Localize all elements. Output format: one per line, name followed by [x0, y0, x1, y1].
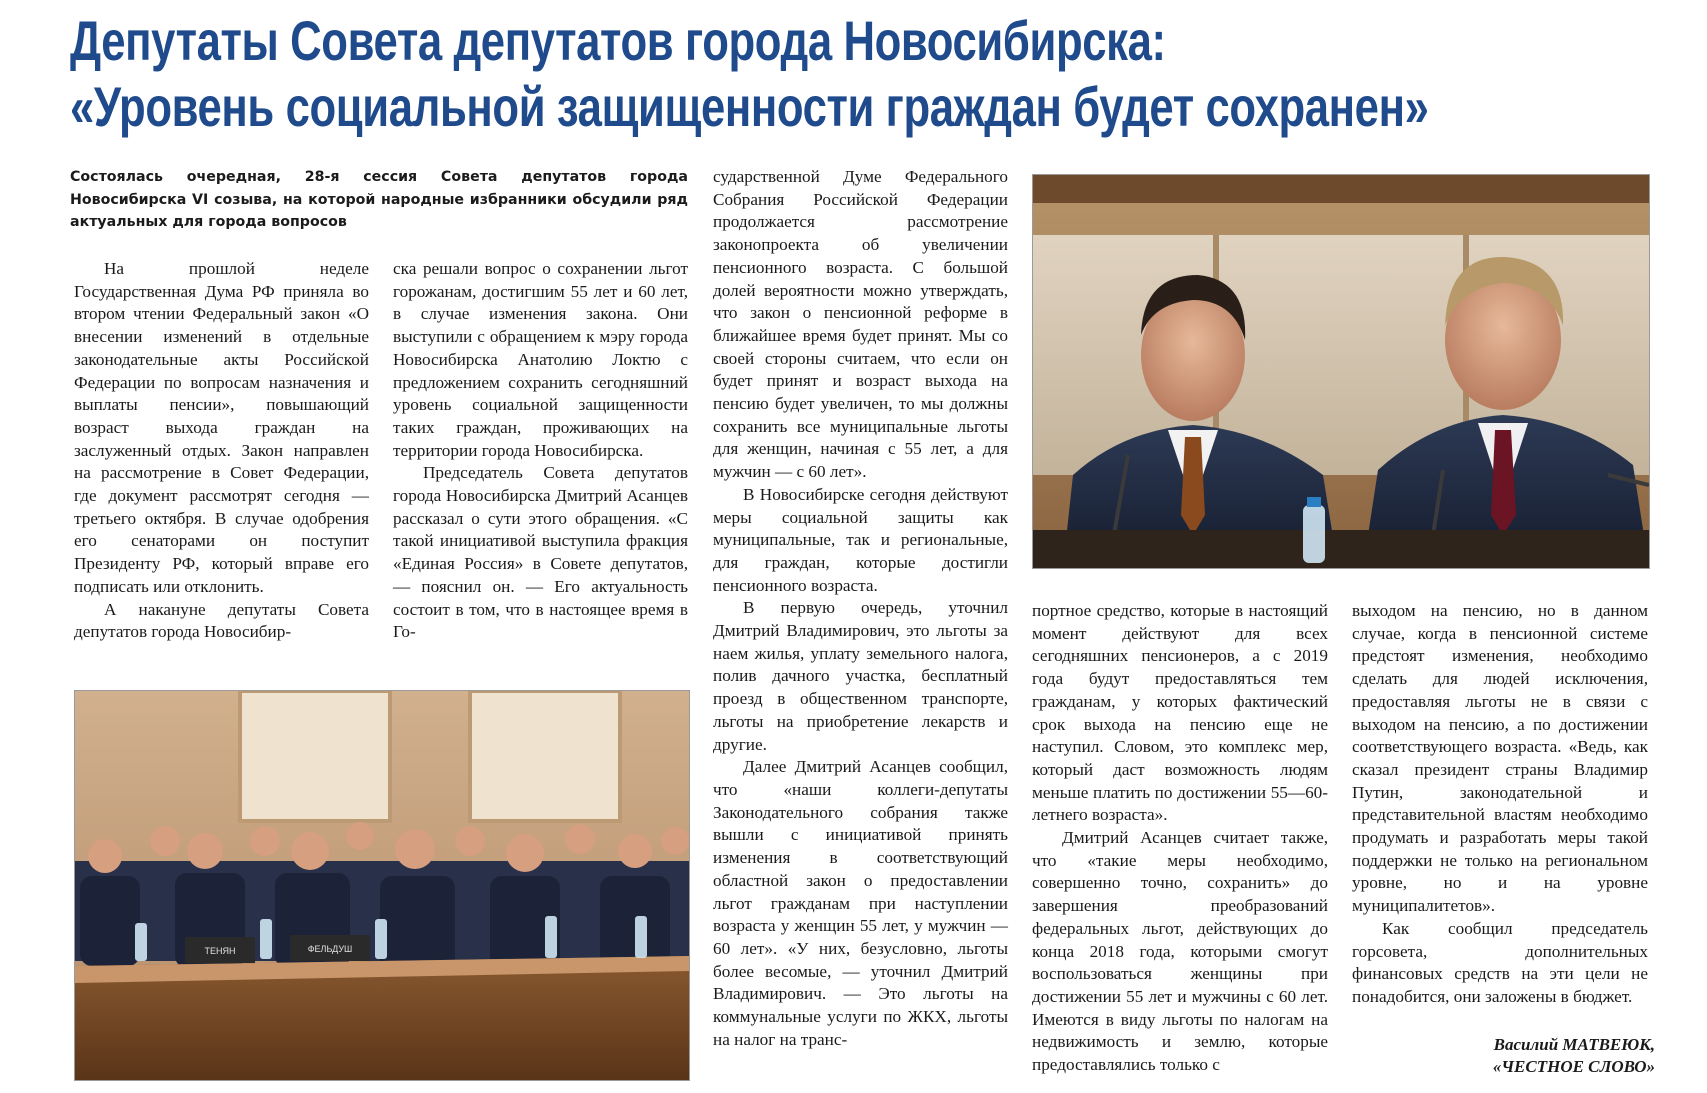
- article-column-4: [1032, 600, 1328, 1077]
- paragraph: Дмитрий Асанцев считает также, что «такие меры необходимо, совершенно точно, сохранить» до завершения преобразований федеральных льгот, действующих до конца 2018 года, которыми смогут воспользоваться женщины при достижении 55 лет и мужчины с 60 лет. Имеются в виду льготы по налогам на недвижимость и землю, которые предоставлялись только с: [1032, 828, 1328, 1075]
- headline-line-1: Депутаты Совета депутатов города Новосибирска:: [70, 9, 1166, 72]
- lead-paragraph: Состоялась очередная, 28-я сессия Совета депутатов города Новосибирска VI созыва, на которой народные избранники обсудили ряд актуальных для города вопросов: [70, 169, 688, 230]
- byline-author: Василий МАТВЕЮК,: [1493, 1035, 1655, 1054]
- photo-speakers: [1032, 174, 1650, 569]
- photo-speakers-image: [1033, 175, 1649, 568]
- paragraph: На прошлой неделе Государственная Дума РФ приняла во втором чтении Федеральный закон «О внесении изменений в отдельные законодательные акты Российской Федерации по вопросам назначения и выплаты пенсии», повышающий возраст выхода граждан на заслуженный отдых. Закон направлен на рассмотрение в Совет Федерации, где документ рассмотрят сегодня — третьего октября. В случае одобрения его сенаторами он поступит Президенту РФ, который вправе его подписать или отклонить.: [74, 259, 369, 596]
- paragraph: выходом на пенсию, но в данном случае, когда в пенсионной системе предстоят изменения, необходимо сделать для людей исключения, предоставляя льготы не в связи с выходом на пенсию, а по достижении соответствующего возраста. «Ведь, как сказал президент страны Владимир Путин, законодательной и представительной властям необходимо продумать и разработать меры такой поддержки не только на региональном уровне, но и на уровне муниципалитетов».: [1352, 601, 1648, 916]
- headline-line-2: «Уровень социальной защищенности граждан будет сохранен»: [70, 75, 1429, 138]
- paragraph: ска решали вопрос о сохранении льгот горожанам, достигшим 55 лет и 60 лет, в случае изменения закона. Они выступили с обращением к мэру города Новосибирска Анатолию Локтю с предложением сохранить сегодняшний уровень социальной защищенности таких граждан, проживающих на территории города Новосибирска.: [393, 259, 688, 460]
- byline: [1493, 1034, 1655, 1078]
- paragraph: сударственной Думе Федерального Собрания Российской Федерации продолжается рассмотрение законопроекта об увеличении пенсионного возраста. С большой долей вероятности можно утверждать, что закон о пенсионной реформе в ближайшее время будет принят. Мы со своей стороны считаем, что если он будет принят и возраст выхода на пенсию будет увеличен, то мы должны сохранить все муниципальные льготы для женщин, начиная с 55 лет, а для мужчин — с 60 лет».: [713, 167, 1008, 482]
- headline: [70, 8, 1429, 140]
- paragraph: А накануне депутаты Совета депутатов города Новосибир-: [74, 599, 369, 642]
- paragraph: Председатель Совета депутатов города Новосибирска Дмитрий Асанцев рассказал о сути этого обращения. «С такой инициативой выступила фракция «Единая Россия» в Совете депутатов, — пояснил он. — Его актуальность состоит в том, что в настоящее время в Го-: [393, 463, 688, 642]
- paragraph: В Новосибирске сегодня действуют меры социальной защиты как муниципальные, так и региональные, для граждан, которые достигли пенсионного возраста.: [713, 484, 1008, 595]
- paragraph: портное средство, которые в настоящий момент действуют для всех сегодняшних пенсионеров, а с 2019 года будут предоставляться тем гражданам, у которых фактический срок выхода на пенсию еще не наступил. Словом, это комплекс мер, который даст возможность людям меньше платить по достижении 55—60-летнего возраста».: [1032, 601, 1328, 825]
- byline-outlet: «ЧЕСТНОЕ СЛОВО»: [1492, 1057, 1655, 1076]
- paragraph: Как сообщил председатель горсовета, дополнительных финансовых средств на эти цели не понадобится, они заложены в бюджет.: [1352, 918, 1648, 1006]
- paragraph: Далее Дмитрий Асанцев сообщил, что «наши коллеги-депутаты Законодательного собрания также вышли с инициативой принять изменения в соответствующий областной закон о предоставлении льгот гражданам при наступлении возраста у женщин 55 лет, у мужчин — 60 лет». «У них, безусловно, льготы более весомые, — уточнил Дмитрий Владимирович. — Это льготы на коммунальные услуги по ЖКХ, льготы на налог на транс-: [713, 757, 1008, 1049]
- photo-session-hall-image: [75, 691, 689, 1080]
- article-column-5: [1352, 600, 1648, 1009]
- nameplate-1: ТЕНЯН: [204, 946, 236, 956]
- paragraph: В первую очередь, уточнил Дмитрий Владимирович, это льготы за наем жилья, уплату земельного налога, полив дачного участка, бесплатный проезд в общественном транспорте, льготы на приобретение лекарств и другие.: [713, 598, 1008, 754]
- article-column-1: [74, 258, 369, 644]
- nameplate-2: ФЕЛЬДУШ: [307, 944, 353, 954]
- article-column-2: [393, 258, 688, 644]
- photo-session-hall: [74, 690, 690, 1081]
- article-column-3: [713, 166, 1008, 1051]
